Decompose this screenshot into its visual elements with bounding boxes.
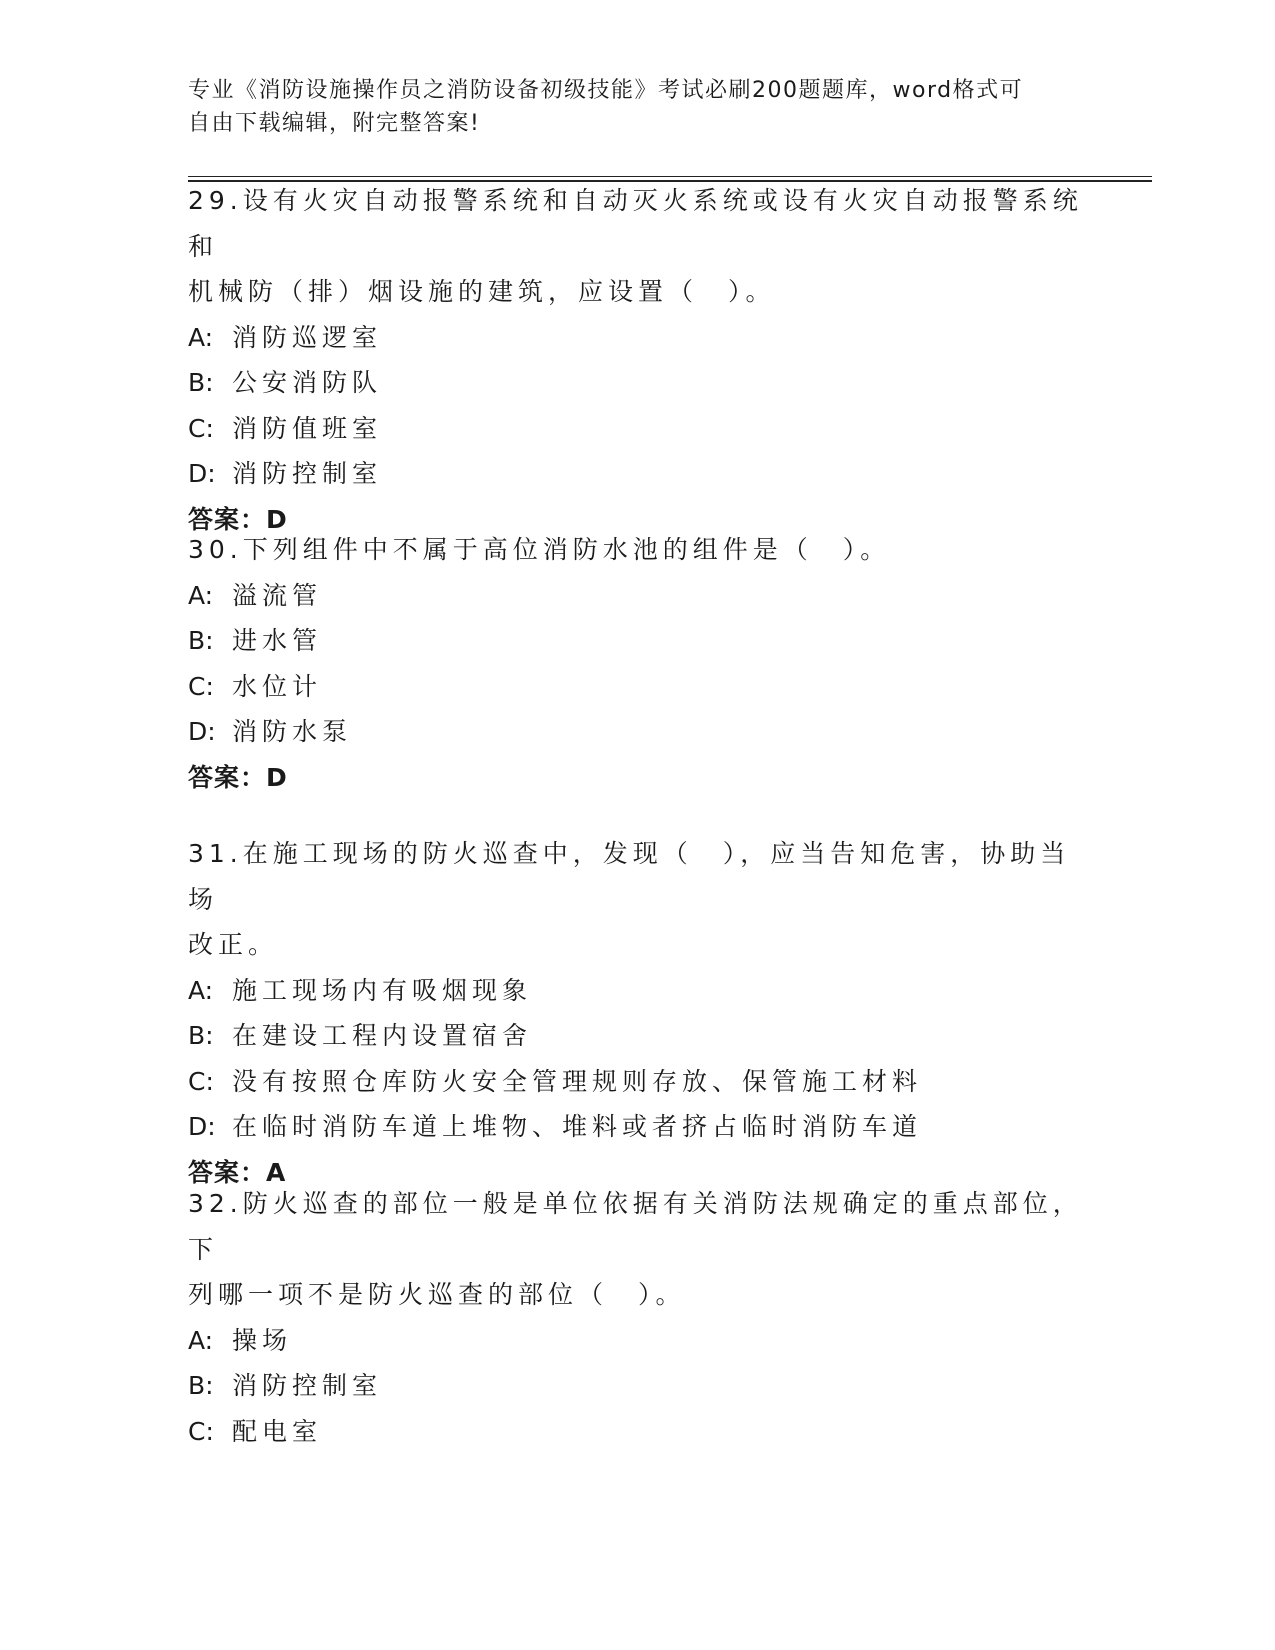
option-c bbox=[188, 1059, 1088, 1105]
question-29 bbox=[188, 178, 1088, 542]
option-d bbox=[188, 1104, 1088, 1150]
option-c bbox=[188, 1409, 1088, 1455]
answer-line: 答案：A bbox=[188, 1157, 287, 1187]
option-text: 没有按照仓库防火安全管理规则存放、保管施工材料 bbox=[232, 1066, 923, 1096]
option-b bbox=[188, 360, 1088, 406]
question-30 bbox=[188, 527, 1088, 800]
option-letter: D: bbox=[188, 717, 216, 746]
option-text: 消防巡逻室 bbox=[232, 322, 383, 352]
option-c bbox=[188, 406, 1088, 452]
option-a bbox=[188, 315, 1088, 361]
option-letter: B: bbox=[188, 368, 214, 397]
option-text: 消防控制室 bbox=[232, 1371, 383, 1400]
option-text: 在建设工程内设置宿舍 bbox=[232, 1021, 533, 1050]
header-line-1: 专业《消防设施操作员之消防设备初级技能》考试必刷200题题库，word格式可 bbox=[188, 78, 1024, 103]
option-text: 公安消防队 bbox=[232, 368, 383, 397]
option-d bbox=[188, 451, 1088, 497]
document-header bbox=[188, 74, 1088, 140]
option-letter: C: bbox=[188, 1066, 214, 1096]
option-letter: A: bbox=[188, 580, 214, 610]
option-text: 消防水泵 bbox=[232, 717, 353, 746]
question-stem-line-1: 29.设有火灾自动报警系统和自动灭火系统或设有火灾自动报警系统和 bbox=[188, 186, 1083, 261]
question-stem-line-2: 改正。 bbox=[188, 930, 279, 959]
question-stem-line-1: 31.在施工现场的防火巡查中，发现（ ），应当告知危害，协助当场 bbox=[188, 839, 1071, 914]
option-text: 水位计 bbox=[232, 671, 323, 701]
option-letter: C: bbox=[188, 1416, 214, 1446]
header-line-2: 自由下载编辑，附完整答案! bbox=[188, 111, 481, 136]
option-letter: A: bbox=[188, 1325, 214, 1355]
option-text: 溢流管 bbox=[232, 580, 323, 610]
option-letter: C: bbox=[188, 413, 214, 443]
option-text: 进水管 bbox=[232, 626, 323, 655]
option-a bbox=[188, 1318, 1088, 1364]
option-letter: C: bbox=[188, 671, 214, 701]
question-32 bbox=[188, 1181, 1088, 1454]
option-letter: A: bbox=[188, 322, 214, 352]
option-text: 在临时消防车道上堆物、堆料或者挤占临时消防车道 bbox=[232, 1112, 923, 1141]
option-a bbox=[188, 968, 1088, 1014]
header-divider-thin bbox=[188, 176, 1152, 177]
question-stem-line-2: 列哪一项不是防火巡查的部位（ ）。 bbox=[188, 1280, 686, 1309]
option-a bbox=[188, 573, 1088, 619]
option-text: 配电室 bbox=[232, 1416, 323, 1446]
answer-line: 答案：D bbox=[188, 762, 288, 792]
option-letter: A: bbox=[188, 975, 214, 1005]
option-d bbox=[188, 709, 1088, 755]
question-31 bbox=[188, 831, 1088, 1195]
option-c bbox=[188, 664, 1088, 710]
option-text: 消防控制室 bbox=[232, 459, 383, 488]
option-letter: B: bbox=[188, 1371, 214, 1400]
question-stem-line-1: 30.下列组件中不属于高位消防水池的组件是（ ）。 bbox=[188, 535, 891, 564]
answer-line: 答案：D bbox=[188, 504, 288, 534]
option-b bbox=[188, 618, 1088, 664]
question-stem-line-1: 32.防火巡查的部位一般是单位依据有关消防法规确定的重点部位，下 bbox=[188, 1189, 1083, 1264]
option-letter: B: bbox=[188, 626, 214, 655]
option-letter: D: bbox=[188, 1112, 216, 1141]
option-b bbox=[188, 1013, 1088, 1059]
option-letter: B: bbox=[188, 1021, 214, 1050]
option-letter: D: bbox=[188, 459, 216, 488]
option-text: 消防值班室 bbox=[232, 413, 383, 443]
option-b bbox=[188, 1363, 1088, 1409]
option-text: 操场 bbox=[232, 1325, 293, 1355]
question-stem-line-2: 机械防（排）烟设施的建筑，应设置（ ）。 bbox=[188, 277, 776, 306]
option-text: 施工现场内有吸烟现象 bbox=[232, 975, 533, 1005]
